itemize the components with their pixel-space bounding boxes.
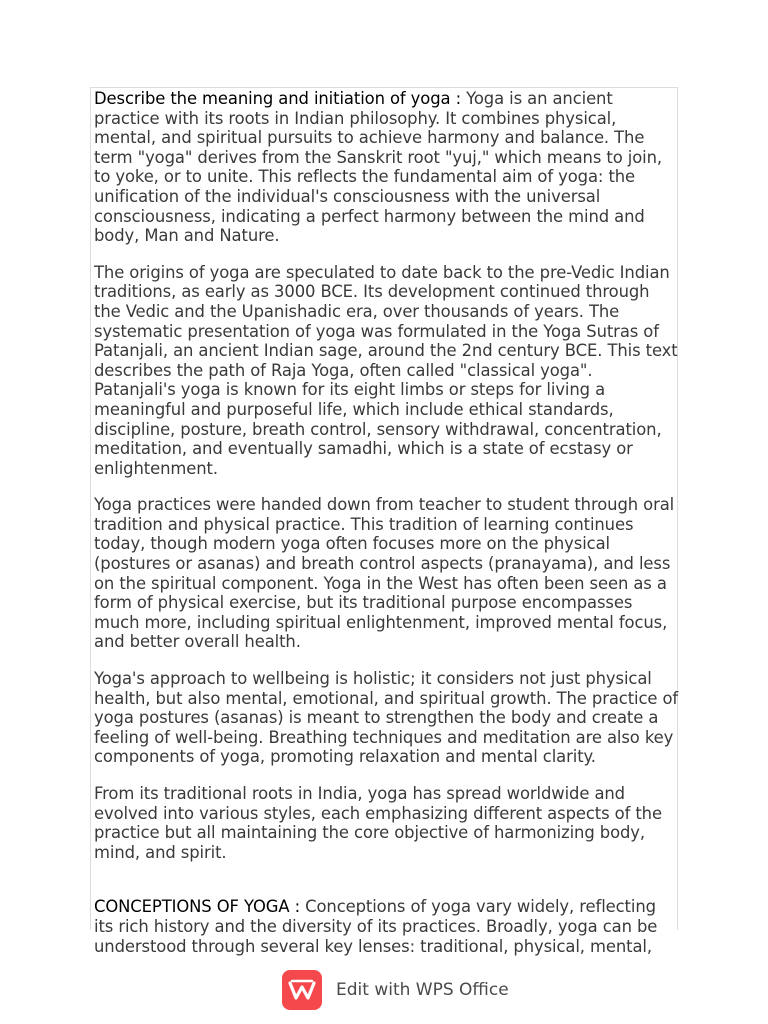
paragraph-meaning [94, 89, 679, 246]
wps-watermark-label: Edit with WPS Office [336, 980, 509, 1000]
paragraph-text: Yoga is an ancient practice with its roots in Indian philosophy. It combines physical, mental, and spiritual pursuits to achieve harmony and balance. The term "yoga" derives from the Sanskrit root "yuj," which means to join, to yoke, or to unite. This reflects the fundamental aim of yoga: the unification of the individual's consciousness with the universal consciousness, indicating a perfect harmony between the mind and body, Man and Nature. [94, 89, 662, 246]
wps-logo-icon [282, 970, 322, 1010]
heading-conceptions: CONCEPTIONS OF YOGA : [94, 897, 306, 917]
paragraph-tradition [94, 495, 679, 652]
paragraph-text: Yoga's approach to wellbeing is holistic; it considers not just physical health, but also mental, emotional, and spiritual growth. The practice of yoga postures (asanas) is meant to strengthen the body and create a feeling of well-being. Breathing techniques and meditation are also key components of yoga, promoting relaxation and mental clarity. [94, 669, 679, 767]
wps-w-glyph-icon [287, 978, 317, 1002]
paragraph-origins [94, 263, 679, 479]
paragraph-text: From its traditional roots in India, yoga has spread worldwide and evolved into various styles, each emphasizing different aspects of the practice but all maintaining the core objective of harmonizing body, mind, and spirit. [94, 784, 662, 862]
paragraph-text: Yoga practices were handed down from teacher to student through oral tradition and physical practice. This tradition of learning continues today, though modern yoga often focuses more on the physical (postures or asanas) and breath control aspects (pranayama), and less on the spiritual component. Yoga in the West has often been seen as a form of physical exercise, but its traditional purpose encompasses much more, including spiritual enlightenment, improved mental focus, and better overall health. [94, 495, 675, 652]
wps-watermark[interactable] [282, 969, 509, 1011]
heading-meaning: Describe the meaning and initiation of yoga : [94, 89, 467, 108]
paragraph-spacer [94, 879, 679, 897]
paragraph-text: Conceptions of yoga vary widely, reflecting its rich history and the diversity of its practices. Broadly, yoga can be understood through several key lenses: traditional, physical, mental, [94, 897, 658, 956]
document-page [90, 87, 679, 956]
document-body [94, 89, 679, 973]
paragraph-text: The origins of yoga are speculated to date back to the pre-Vedic Indian traditions, as early as 3000 BCE. Its development continued through the Vedic and the Upanishadic era, over thousands of years. The systematic presentation of yoga was formulated in the Yoga Sutras of Patanjali, an ancient Indian sage, around the 2nd century BCE. This text describes the path of Raja Yoga, often called "classical yoga". Patanjali's yoga is known for its eight limbs or steps for living a meaningful and purposeful life, which include ethical standards, discipline, posture, breath control, sensory withdrawal, concentration, meditation, and eventually samadhi, which is a state of ecstasy or enlightenment. [94, 262, 678, 478]
paragraph-conceptions [94, 897, 679, 956]
paragraph-spread [94, 784, 679, 862]
paragraph-wellbeing [94, 669, 679, 767]
